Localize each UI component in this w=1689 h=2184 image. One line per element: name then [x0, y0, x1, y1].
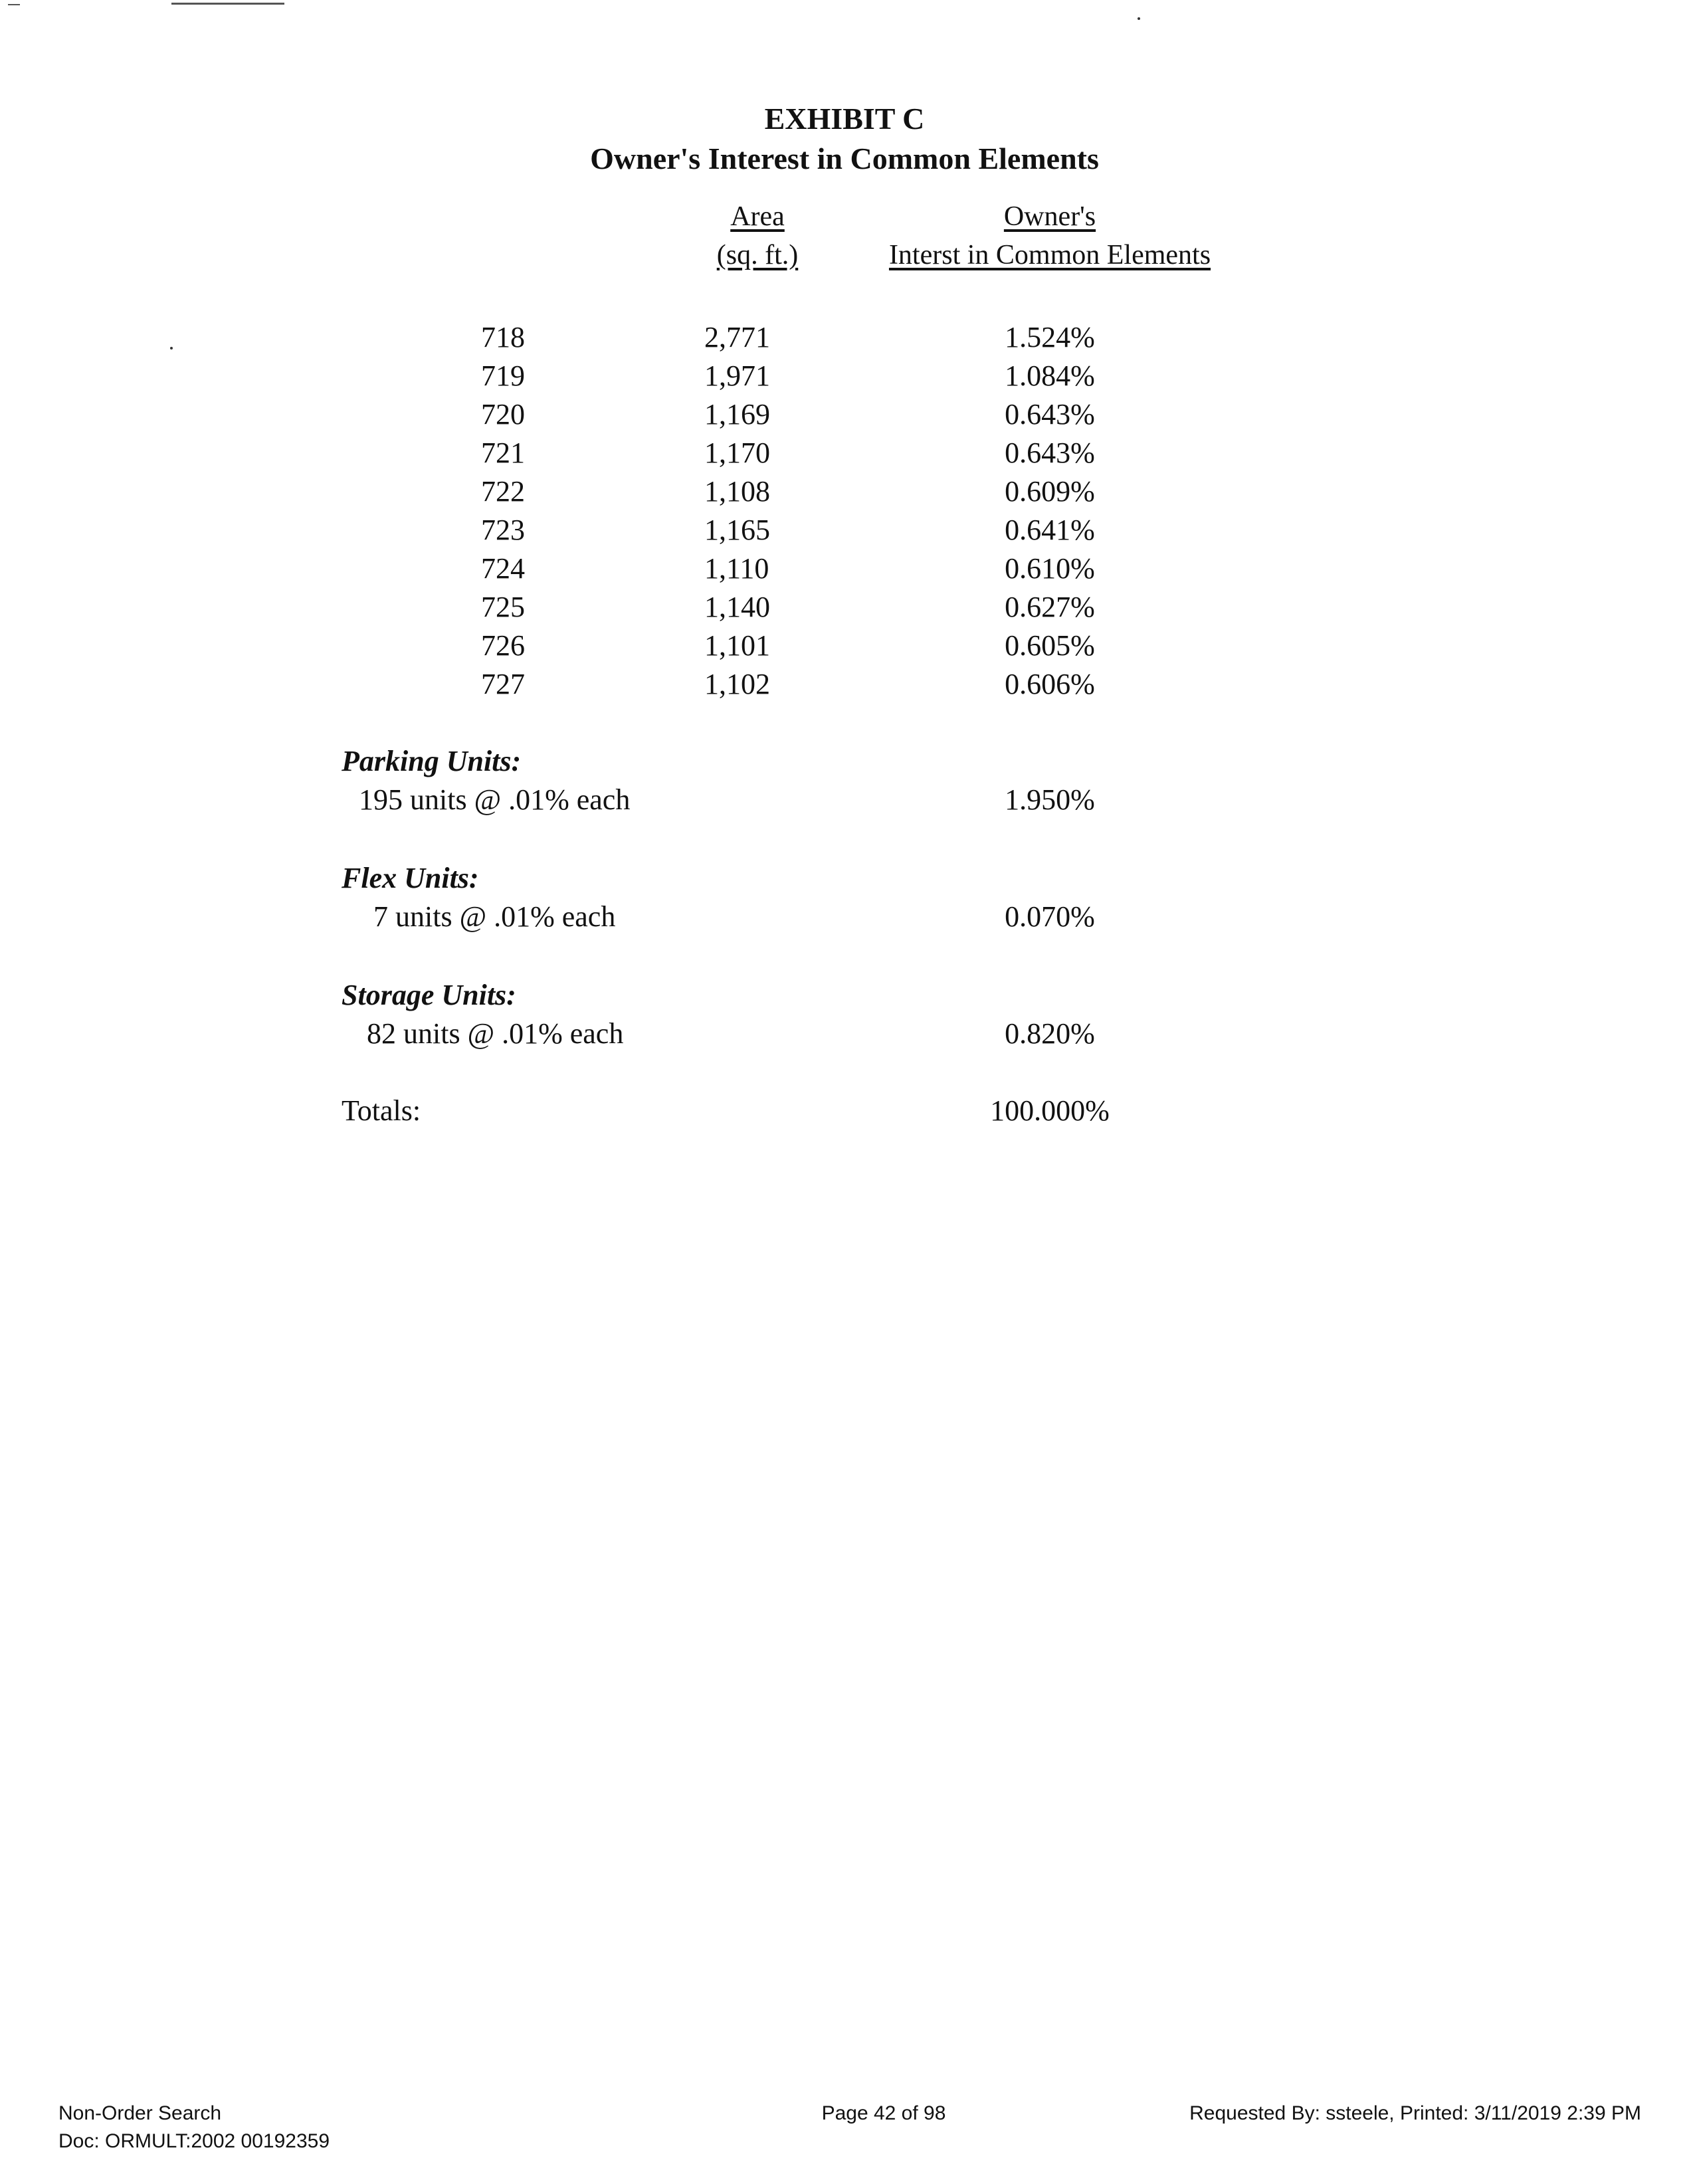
unit-number: 726 [481, 629, 525, 662]
unit-number: 721 [481, 437, 525, 469]
unit-interest: 0.605% [1005, 629, 1095, 662]
exhibit-title: EXHIBIT C [764, 102, 925, 136]
footer-doc-id: Doc: ORMULT:2002 00192359 [58, 2130, 330, 2152]
unit-number: 727 [481, 668, 525, 700]
storage-units-interest: 0.820% [1005, 1017, 1095, 1050]
footer-page-number: Page 42 of 98 [821, 2102, 946, 2124]
unit-area: 1,101 [704, 629, 770, 662]
unit-interest: 0.606% [1005, 668, 1095, 700]
unit-interest: 0.641% [1005, 514, 1095, 546]
storage-units-description: 82 units @ .01% each [367, 1017, 624, 1050]
footer-requested-by: Requested By: ssteele, Printed: 3/11/2019 2:39 PM [1189, 2102, 1641, 2124]
area-header-line1: Area [730, 201, 785, 232]
unit-area: 1,140 [704, 591, 770, 623]
unit-interest: 0.627% [1005, 591, 1095, 623]
unit-interest: 0.643% [1005, 437, 1095, 469]
scan-speck [1138, 17, 1140, 20]
scan-artifact-dash [8, 4, 20, 5]
unit-area: 2,771 [704, 321, 770, 353]
totals-label: Totals: [342, 1094, 421, 1127]
parking-units-interest: 1.950% [1005, 783, 1095, 816]
parking-units-description: 195 units @ .01% each [359, 783, 631, 816]
unit-interest: 0.610% [1005, 552, 1095, 585]
interest-header-line1: Owner's [1003, 201, 1096, 232]
flex-units-description: 7 units @ .01% each [373, 900, 616, 933]
totals-value: 100.000% [990, 1094, 1110, 1127]
unit-number: 723 [481, 514, 525, 546]
scan-speck [170, 347, 173, 349]
unit-interest: 0.609% [1005, 475, 1095, 508]
unit-area: 1,165 [704, 514, 770, 546]
unit-area: 1,971 [704, 359, 770, 392]
unit-interest: 1.084% [1005, 359, 1095, 392]
unit-area: 1,108 [704, 475, 770, 508]
unit-number: 718 [481, 321, 525, 353]
area-header-line2: (sq. ft.) [716, 240, 799, 270]
unit-area: 1,169 [704, 398, 770, 431]
unit-area: 1,170 [704, 437, 770, 469]
unit-interest: 1.524% [1005, 321, 1095, 353]
exhibit-subtitle: Owner's Interest in Common Elements [590, 142, 1099, 175]
unit-number: 719 [481, 359, 525, 392]
unit-area: 1,102 [704, 668, 770, 700]
unit-number: 725 [481, 591, 525, 623]
unit-area: 1,110 [704, 552, 769, 585]
storage-units-label: Storage Units: [342, 979, 516, 1011]
unit-number: 724 [481, 552, 525, 585]
footer-search-type: Non-Order Search [58, 2102, 222, 2124]
parking-units-label: Parking Units: [342, 745, 522, 777]
scan-artifact-line [171, 3, 284, 5]
flex-units-interest: 0.070% [1005, 900, 1095, 933]
unit-interest: 0.643% [1005, 398, 1095, 431]
unit-number: 722 [481, 475, 525, 508]
flex-units-label: Flex Units: [342, 862, 479, 894]
unit-number: 720 [481, 398, 525, 431]
interest-header-line2: Interst in Common Elements [888, 240, 1211, 270]
